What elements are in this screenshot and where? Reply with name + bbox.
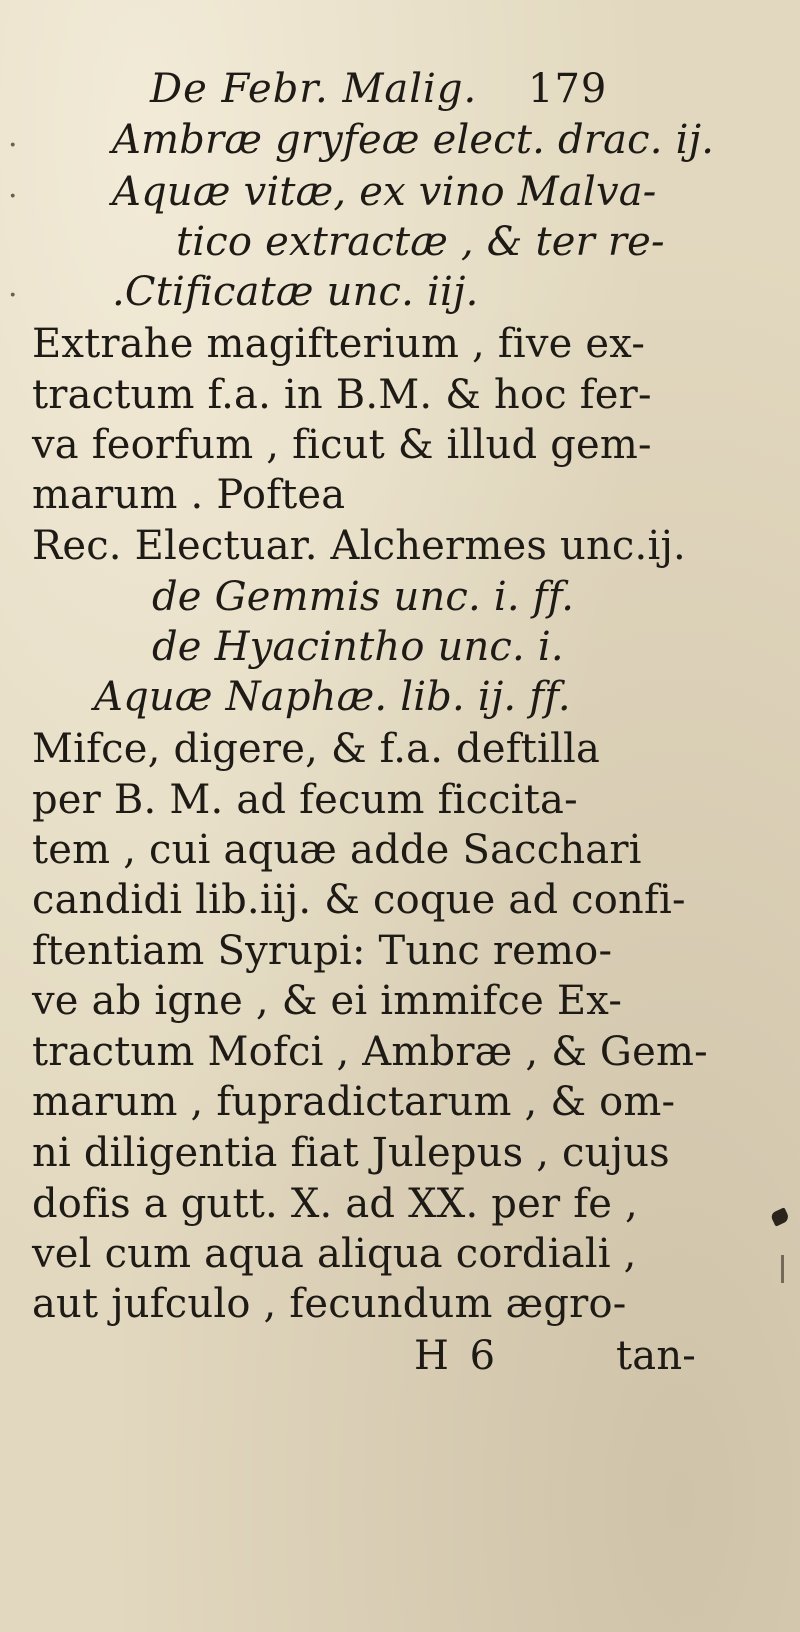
text-line: va feorfum , ficut & illud gem- — [32, 422, 652, 468]
ink-blot — [770, 1207, 790, 1226]
text-line: .Ctificatæ unc. iij. — [112, 269, 479, 315]
text-line: ni diligentia fiat Julepus , cujus — [32, 1130, 670, 1176]
margin-bleed-mark: · — [8, 179, 18, 214]
text-line: dofis a gutt. X. ad XX. per fe , — [32, 1181, 638, 1227]
text-line: per B. M. ad fecum ficcita- — [32, 777, 578, 823]
text-line: Ambræ gryfeæ elect. drac. ij. — [112, 117, 715, 163]
margin-tick — [781, 1255, 784, 1283]
text-line: de Hyacintho unc. i. — [152, 624, 564, 670]
text-line: Aquæ vitæ, ex vino Malva- — [112, 169, 657, 215]
text-line: aut jufculo , fecundum ægro- — [32, 1281, 627, 1327]
text-line: vel cum aqua aliqua cordiali , — [32, 1231, 637, 1277]
text-line: ve ab igne , & ei immifce Ex- — [32, 978, 623, 1024]
text-line: tem , cui aquæ adde Sacchari — [32, 827, 642, 873]
text-line: marum , fupradictarum , & om- — [32, 1079, 676, 1125]
text-line: candidi lib.iij. & coque ad confi- — [32, 877, 686, 923]
margin-bleed-mark: · — [8, 278, 18, 313]
margin-bleed-mark: · — [8, 128, 18, 163]
text-line: marum . Poftea — [32, 472, 346, 518]
page-number: 179 — [528, 66, 608, 112]
text-line: ftentiam Syrupi: Tunc remo- — [32, 928, 613, 974]
text-line: tractum Mofci , Ambræ , & Gem- — [32, 1029, 708, 1075]
text-line: tractum f.a. in B.M. & hoc fer- — [32, 372, 652, 418]
catchword: tan- — [616, 1333, 696, 1379]
text-line: Aquæ Naphæ. lib. ij. ff. — [94, 674, 571, 720]
text-line: tico extractæ , & ter re- — [176, 219, 665, 265]
text-line: de Gemmis unc. i. ff. — [152, 574, 575, 620]
signature-mark: H 6 — [414, 1333, 500, 1379]
running-head: De Febr. Malig. — [150, 66, 478, 112]
text-line: Extrahe magifterium , five ex- — [32, 321, 646, 367]
text-line: Rec. Electuar. Alchermes unc.ij. — [32, 523, 686, 569]
text-line: Mifce, digere, & f.a. deftilla — [32, 726, 601, 772]
